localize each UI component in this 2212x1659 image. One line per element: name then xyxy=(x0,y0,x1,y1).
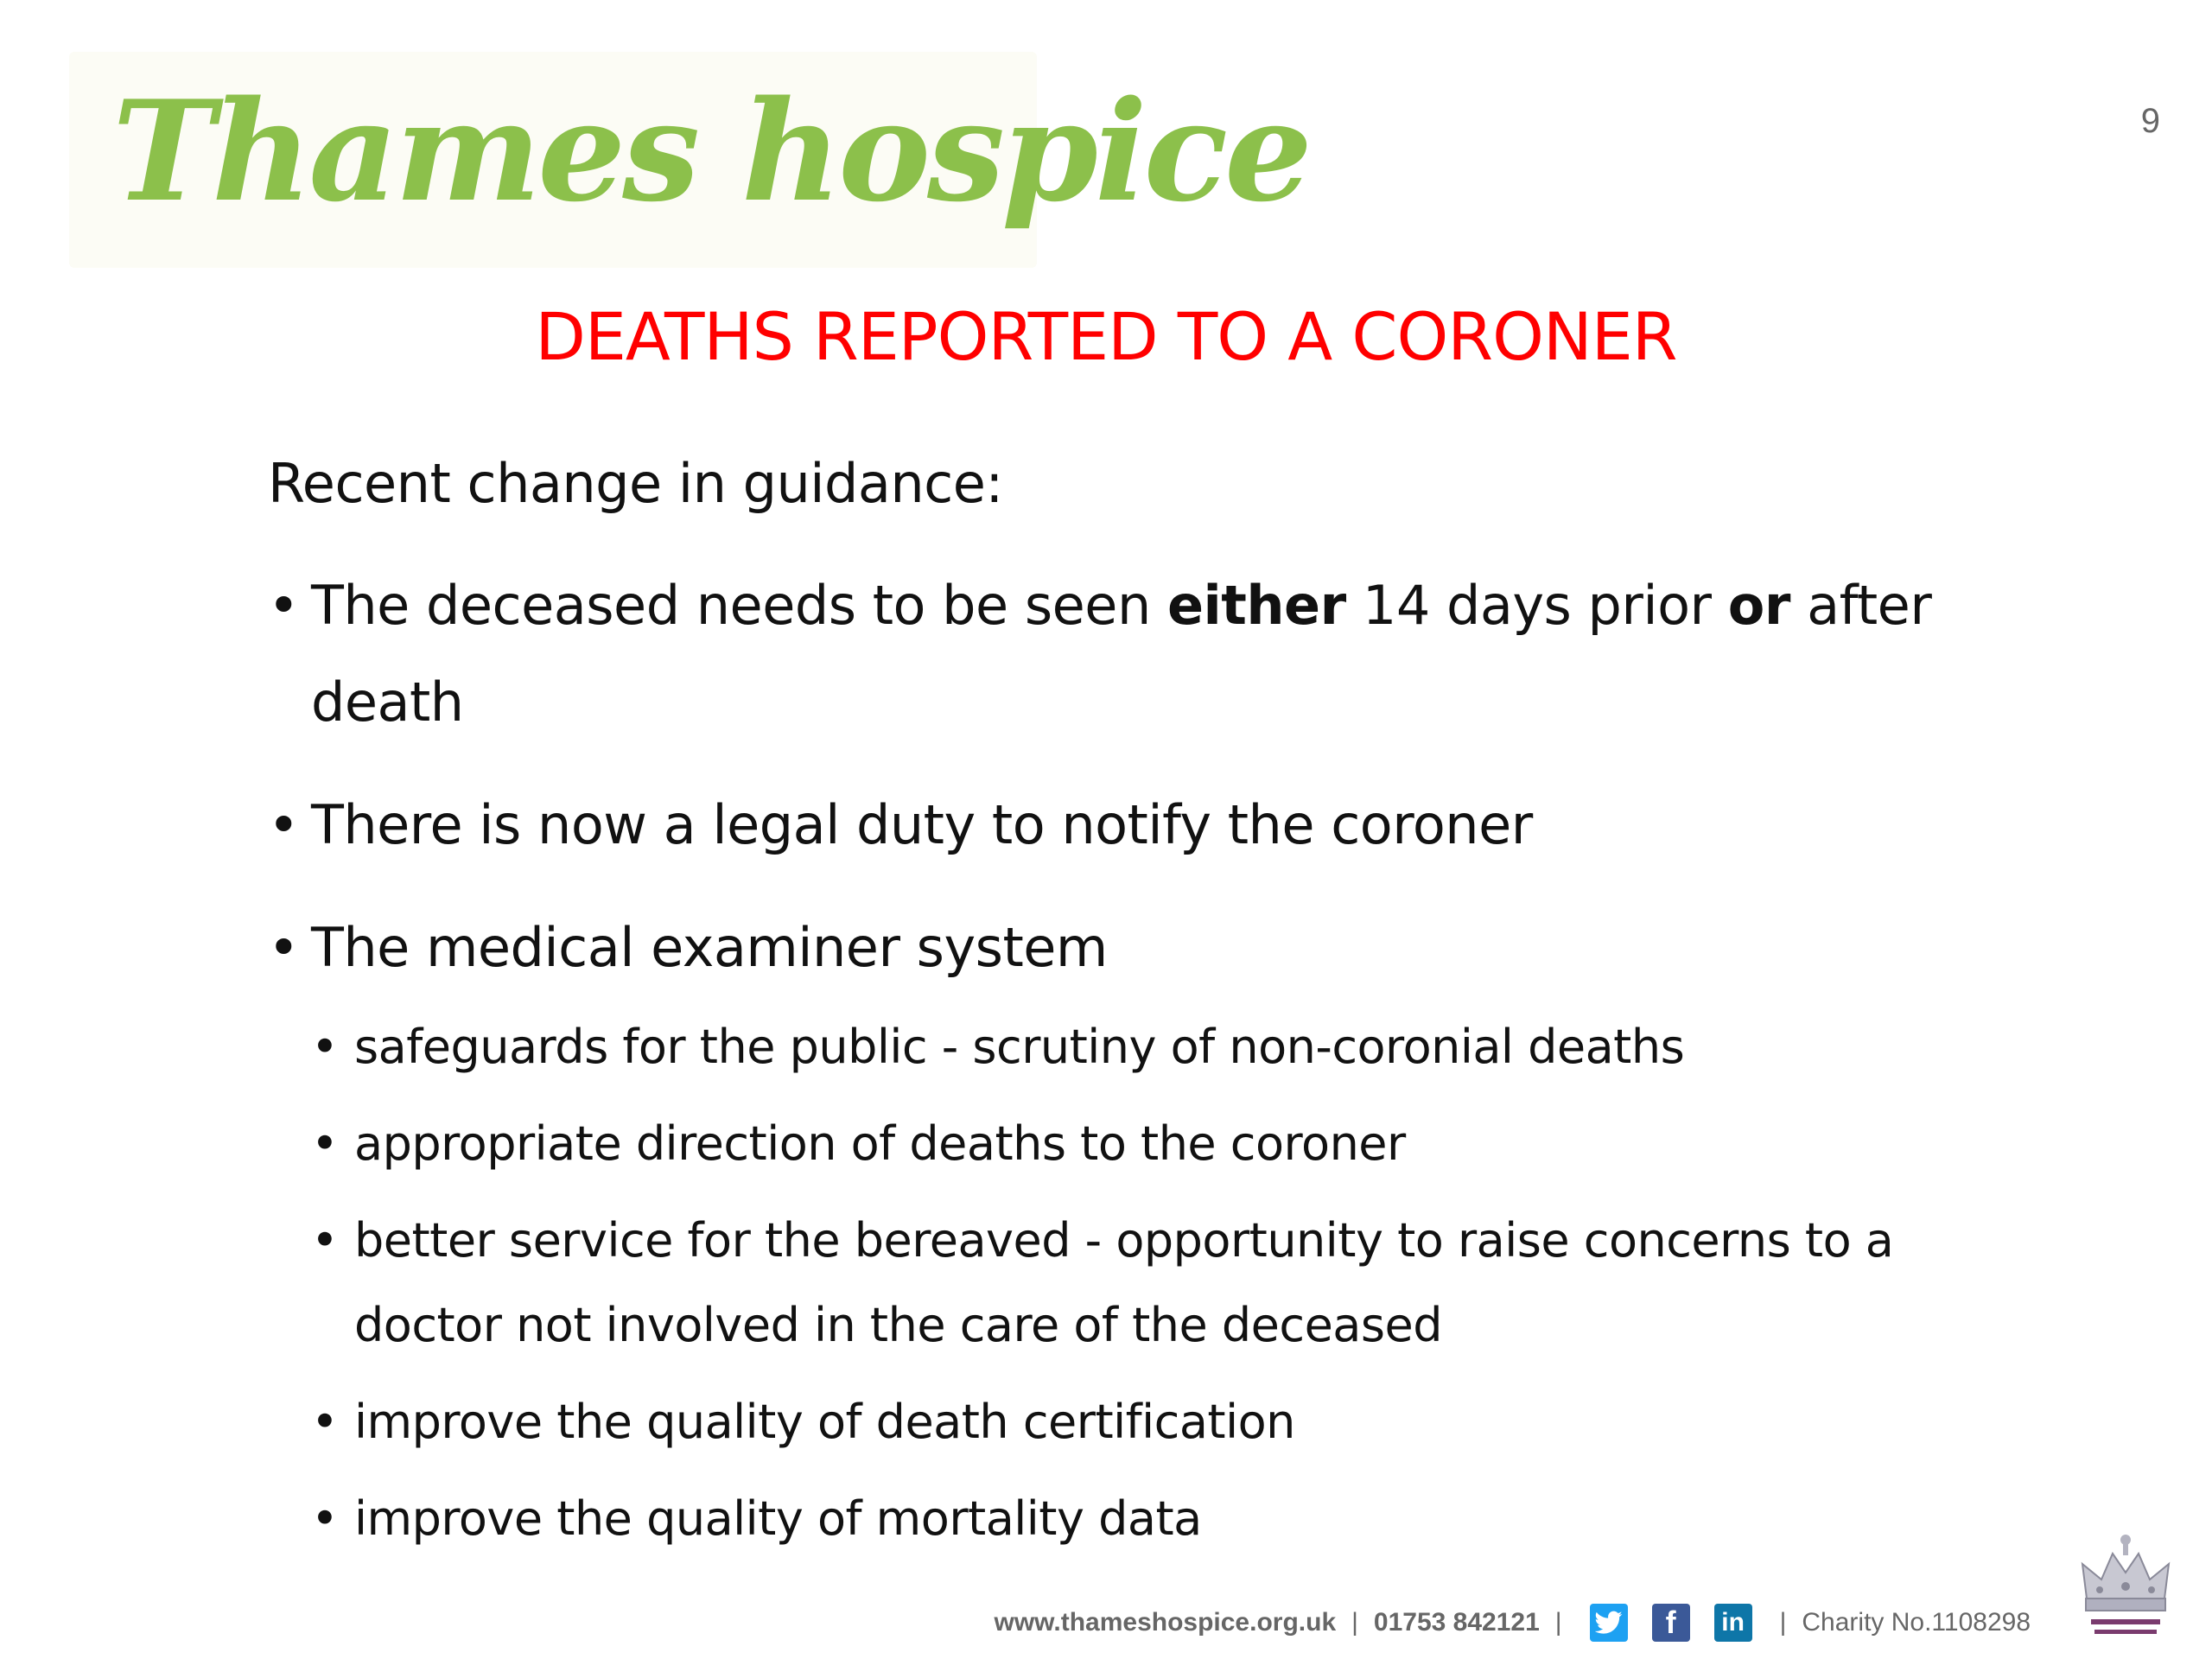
bullet-text: The deceased needs to be seen xyxy=(311,574,1167,637)
crown-icon xyxy=(2074,1529,2177,1650)
linkedin-icon[interactable] xyxy=(1714,1604,1752,1642)
bullet-item xyxy=(268,557,1996,751)
sub-bullet-item: • improve the quality of mortality data xyxy=(311,1477,1996,1561)
footer-separator: | xyxy=(1779,1608,1787,1637)
bullet-item xyxy=(268,899,1996,1561)
facebook-glyph: f xyxy=(1665,1605,1676,1640)
sub-bullet-list xyxy=(311,1005,1996,1561)
logo-text: Thames hospice xyxy=(112,70,1309,232)
queens-award-logo xyxy=(2074,1529,2177,1650)
slide-title: DEATHS REPORTED TO A CORONER xyxy=(535,298,1677,375)
charity-number: Charity No.1108298 xyxy=(1802,1608,2031,1637)
sub-bullet-item: • safeguards for the public - scrutiny of non-coronial deaths xyxy=(311,1005,1996,1090)
bullet-text: after death xyxy=(311,574,1932,734)
bullet-list xyxy=(268,557,1996,1561)
linkedin-glyph: in xyxy=(1721,1608,1745,1637)
twitter-bird-glyph xyxy=(1595,1611,1623,1635)
sub-bullet-item: • better service for the bereaved - opportunity to raise concerns to a doctor not involved in the care of the deceased xyxy=(311,1198,1996,1368)
sub-bullet-item: • appropriate direction of deaths to the coroner xyxy=(311,1102,1996,1186)
facebook-icon[interactable] xyxy=(1652,1604,1690,1642)
footer-separator: | xyxy=(1554,1608,1562,1637)
logo xyxy=(69,52,1309,268)
emphasis-either: either xyxy=(1166,574,1346,637)
emphasis-or: or xyxy=(1727,574,1790,637)
phone-number: 01753 842121 xyxy=(1373,1608,1540,1637)
footer xyxy=(994,1597,2031,1649)
bullet-text: The medical examiner system xyxy=(311,916,1108,979)
bullet-text: 14 days prior xyxy=(1345,574,1728,637)
sub-bullet-item: • improve the quality of death certification xyxy=(311,1380,1996,1465)
slide-content xyxy=(268,445,1996,1587)
website-link[interactable]: www.thameshospice.org.uk xyxy=(994,1608,1337,1637)
twitter-icon[interactable] xyxy=(1590,1604,1628,1642)
footer-separator: | xyxy=(1351,1608,1358,1637)
intro-text: Recent change in guidance: xyxy=(268,452,1003,515)
bullet-item: • There is now a legal duty to notify the coroner xyxy=(268,777,1996,874)
page-number: 9 xyxy=(2140,102,2160,140)
